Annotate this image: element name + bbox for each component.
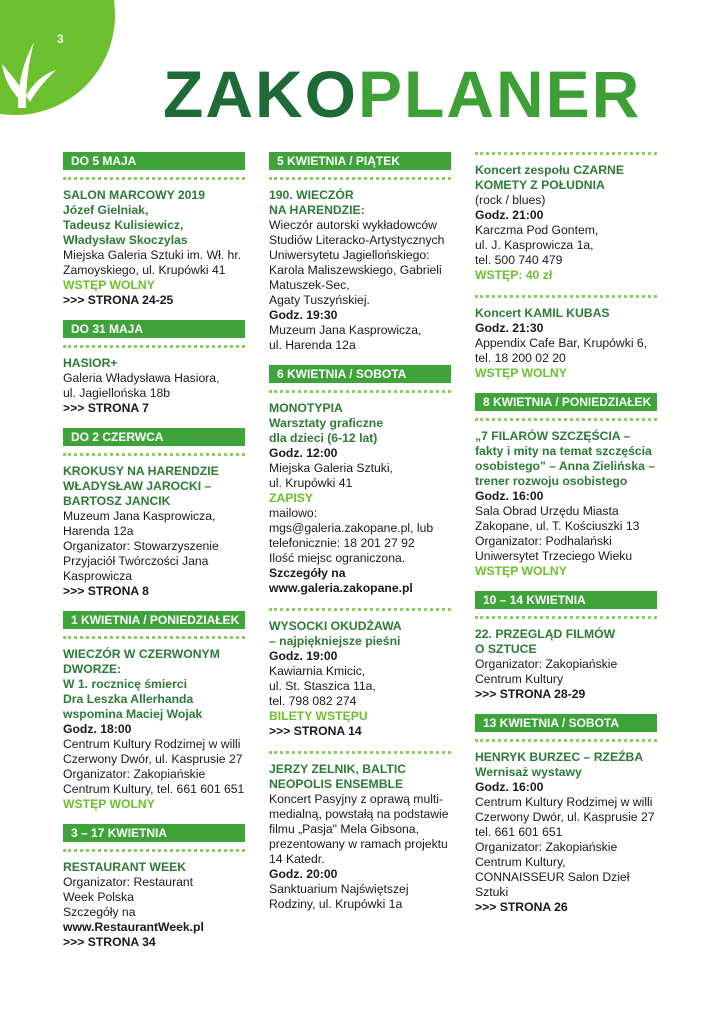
event-line: >>> STRONA 34 [63,935,156,949]
event-line: Sanktuarium Najświętszej [269,882,409,896]
event-title: – najpiękniejsze pieśni [269,634,401,648]
event-line: Organizator: Zakopiańskie [475,840,618,854]
event-title: O SZTUCE [475,642,537,656]
event-line: Organizator: Stowarzyszenie [63,539,219,553]
event-line: Centrum Kultury Rodzimej w willi [63,737,241,751]
event-entry [475,306,657,381]
event-entry [269,619,451,739]
event-entry [475,429,657,579]
event-title: KROKUSY NA HARENDZIE [63,464,219,478]
event-entry-note: WSTĘP WOLNY [63,278,155,292]
date-header: 1 KWIETNIA / PONIEDZIAŁEK [63,611,245,629]
event-line: Karczma Pod Gontem, [475,223,599,237]
event-title: HENRYK BURZEC – RZEŹBA [475,750,644,764]
event-line: Czerwony Dwór, ul. Kasprusie 27 [63,752,243,766]
event-title: Władysław Skoczylas [63,233,188,247]
event-line: Organizator: Zakopiańskie [475,657,618,671]
event-entry [475,627,657,702]
date-header: 3 – 17 KWIETNIA [63,824,245,842]
column-2 [269,152,451,924]
event-line: Galeria Władysława Hasiora, [63,371,220,385]
event-line: Godz. 18:00 [63,722,132,736]
event-title: KOMETY Z POŁUDNIA [475,178,605,192]
event-title: 190. WIECZÓR [269,188,354,202]
dotted-divider [269,177,451,180]
event-line: Godz. 19:00 [269,649,338,663]
event-title: MONOTYPIA [269,401,343,415]
event-line: medialną, powstałą na podstawie [269,807,449,821]
event-line: Centrum Kultury, [475,855,566,869]
event-title: wspomina Maciej Wojak [63,707,203,721]
event-line: tel. 500 740 479 [475,253,563,267]
event-line: Miejska Galeria Sztuki, [269,461,393,475]
dotted-divider [269,751,451,754]
event-line: filmu „Pasja" Mela Gibsona, [269,822,419,836]
event-entry [475,750,657,915]
event-line: Rodziny, ul. Krupówki 1a [269,897,403,911]
date-header: 5 KWIETNIA / PIĄTEK [269,152,451,170]
event-line: Godz. 16:00 [475,489,544,503]
event-entry [269,762,451,912]
event-line: Godz. 21:30 [475,321,544,335]
event-title: „7 FILARÓW SZCZĘŚCIA – [475,429,631,443]
event-line: Organizator: Podhalański [475,534,612,548]
event-line: >>> STRONA 26 [475,900,568,914]
event-line: Szczegóły na [63,905,136,919]
event-line: ul. J. Kasprowicza 1a, [475,238,594,252]
event-entry [269,401,451,596]
event-entry [63,464,245,599]
event-title: Koncert KAMIL KUBAS [475,306,610,320]
event-title: osobistego" – Anna Zielińska – [475,459,656,473]
event-title: NA HARENDZIE: [269,203,365,217]
column-1 [63,152,245,962]
event-title: NEOPOLIS ENSEMBLE [269,777,404,791]
event-line: >>> STRONA 24-25 [63,293,174,307]
date-header: DO 31 MAJA [63,320,245,338]
event-title: JERZY ZELNIK, BALTIC [269,762,407,776]
event-line: Centrum Kultury [475,672,564,686]
event-line: Kasprowicza [63,569,133,583]
event-title: dla dzieci (6-12 lat) [269,431,378,445]
event-line: Appendix Cafe Bar, Krupówki 6, [475,336,648,350]
event-line: Przyjaciół Twórczości Jana [63,554,209,568]
event-line: (rock / blues) [475,193,546,207]
event-title: W 1. rocznicę śmierci [63,677,187,691]
event-line: >>> STRONA 28-29 [475,687,586,701]
event-entry [63,647,245,812]
event-line: Matuszek-Sec, [269,278,350,292]
event-title: SALON MARCOWY 2019 [63,188,205,202]
event-entry-note: BILETY WSTĘPU [269,709,368,723]
event-line: Miejska Galeria Sztuki im. Wł. hr. [63,248,242,262]
event-line: telefonicznie: 18 201 27 92 [269,536,415,550]
event-title: HASIOR+ [63,356,118,370]
dotted-divider [475,418,657,421]
event-line: Agaty Tuszyńskiej. [269,293,370,307]
event-line: Godz. 12:00 [269,446,338,460]
event-entry-note: WSTĘP WOLNY [475,564,567,578]
event-title: BARTOSZ JANCIK [63,494,171,508]
event-line: Godz. 20:00 [269,867,338,881]
event-line: Harenda 12a [63,524,134,538]
event-title: Warsztaty graficzne [269,416,384,430]
event-title: WŁADYSŁAW JAROCKI – [63,479,212,493]
event-title: DWORZE: [63,662,122,676]
event-line: Godz. 19:30 [269,308,338,322]
column-3 [475,152,657,927]
event-line: Wieczór autorski wykładowców [269,218,437,232]
dotted-divider [475,152,657,155]
event-line: >>> STRONA 14 [269,724,362,738]
dotted-divider [63,849,245,852]
date-header: DO 2 CZERWCA [63,428,245,446]
dotted-divider [475,295,657,298]
event-entry [269,188,451,353]
event-title: Wernisaż wystawy [475,765,582,779]
date-header: 6 KWIETNIA / SOBOTA [269,365,451,383]
event-line: tel. 18 200 02 20 [475,351,566,365]
event-line: Godz. 21:00 [475,208,544,222]
event-line: Sala Obrad Urzędu Miasta [475,504,619,518]
event-line: Koncert Pasyjny z oprawą multi- [269,792,444,806]
event-line: ul. Harenda 12a [269,338,356,352]
zakoplaner-logo: ZAKOPLANER [163,57,642,131]
event-title: Dra Leszka Allerhanda [63,692,194,706]
event-line: Studiów Literacko-Artystycznych [269,233,445,247]
event-line: 14 Katedr. [269,852,325,866]
event-line: prezentowany w ramach projektu [269,837,448,851]
date-header: 8 KWIETNIA / PONIEDZIAŁEK [475,393,657,411]
event-entry [63,188,245,308]
event-line: CONNAISSEUR Salon Dzieł [475,870,630,884]
event-title: WYSOCKI OKUDŻAWA [269,619,402,633]
date-header: 13 KWIETNIA / SOBOTA [475,714,657,732]
event-entry-note: WSTĘP WOLNY [63,797,155,811]
dotted-divider [269,608,451,611]
event-line: Sztuki [475,885,509,899]
event-title: Józef Gielniak, [63,203,149,217]
event-entry-note: WSTĘP: 40 zł [475,268,553,282]
event-line: Organizator: Zakopiańskie [63,767,206,781]
event-line: Kawiarnia Kmicic, [269,664,366,678]
dotted-divider [63,453,245,456]
event-title: Koncert zespołu CZARNE [475,163,624,177]
event-line: Muzeum Jana Kasprowicza, [63,509,216,523]
event-title: Tadeusz Kulisiewicz, [63,218,184,232]
event-line: Centrum Kultury Rodzimej w willi [475,795,653,809]
event-line: Uniwersytet Trzeciego Wieku [475,549,633,563]
event-line: >>> STRONA 8 [63,584,149,598]
event-line: Karola Maliszewskiego, Gabrieli [269,263,442,277]
event-line: mgs@galeria.zakopane.pl, lub [269,521,434,535]
event-line: Czerwony Dwór, ul. Kasprusie 27 [475,810,655,824]
event-line: Uniwersytetu Jagiellońskiego: [269,248,430,262]
event-entry [63,356,245,416]
page-number: 3 [57,32,64,46]
dotted-divider [475,616,657,619]
dotted-divider [269,390,451,393]
event-entry [63,860,245,950]
leaf-icon [0,30,60,110]
event-title: RESTAURANT WEEK [63,860,186,874]
event-line: Muzeum Jana Kasprowicza, [269,323,422,337]
event-title: 22. PRZEGLĄD FILMÓW [475,627,616,641]
event-line: Godz. 16:00 [475,780,544,794]
event-entry-note: ZAPISY [269,491,314,505]
event-line: Zamoyskiego, ul. Krupówki 41 [63,263,226,277]
event-line: ul. Jagiellońska 18b [63,386,171,400]
event-entry [475,163,657,283]
event-line: ul. Krupówki 41 [269,476,353,490]
event-line: Szczegóły na [269,566,346,580]
date-header: 10 – 14 KWIETNIA [475,591,657,609]
dotted-divider [63,345,245,348]
event-line: >>> STRONA 7 [63,401,149,415]
event-line: Week Polska [63,890,134,904]
event-line: www.galeria.zakopane.pl [269,581,413,595]
event-line: Zakopane, ul. T. Kościuszki 13 [475,519,640,533]
dotted-divider [63,177,245,180]
event-title: trener rozwoju osobistego [475,474,628,488]
event-line: www.RestaurantWeek.pl [63,920,204,934]
event-line: mailowo: [269,506,318,520]
dotted-divider [475,739,657,742]
event-line: tel. 661 601 651 [475,825,563,839]
event-line: tel. 798 082 274 [269,694,357,708]
event-line: Organizator: Restaurant [63,875,194,889]
event-title: fakty i mity na temat szczęścia [475,444,652,458]
date-header: DO 5 MAJA [63,152,245,170]
event-line: Centrum Kultury, tel. 661 601 651 [63,782,245,796]
event-title: WIECZÓR W CZERWONYM [63,647,220,661]
event-line: ul. St. Staszica 11a, [269,679,376,693]
event-line: Ilość miejsc ograniczona. [269,551,406,565]
event-entry-note: WSTĘP WOLNY [475,366,567,380]
dotted-divider [63,636,245,639]
